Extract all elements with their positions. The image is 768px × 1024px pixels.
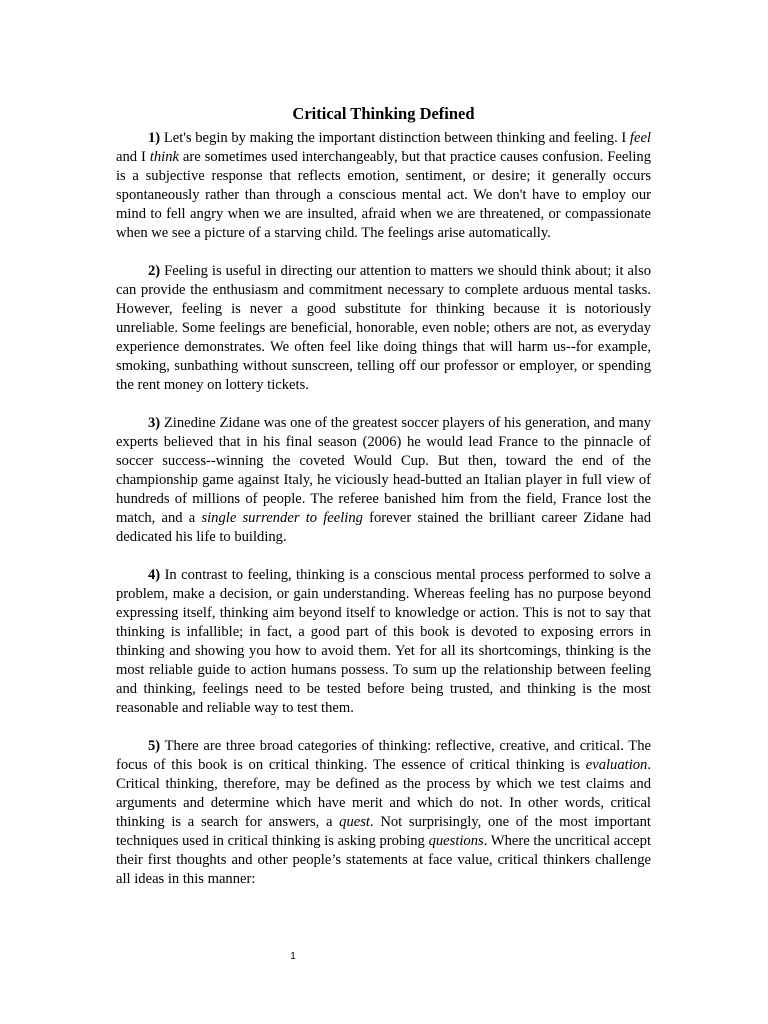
paragraph-text: . Not surprisingly, one of the most important techniques used in critical thinking is asking probing [116, 814, 651, 849]
paragraph-text: . Critical thinking, therefore, may be defined as the process by which we test claims and arguments and determine which have merit and which do not. In other words, critical thinking is a search for answers, a [116, 757, 651, 830]
paragraph-emphasis: think [149, 149, 179, 165]
paragraph-emphasis: feel [629, 130, 651, 146]
paragraph-text: Zinedine Zidane was one of the greatest soccer players of his generation, and many experts believed that in his final season (2006) he would lead France to the pinnacle of soccer success--winning the coveted Would Cup. But then, toward the end of the championship game against Italy, he viciously head-butted an Italian player in full view of hundreds of millions of people. The referee banished him from the field, France lost the match, and a [116, 415, 651, 526]
paragraph-text: Let's begin by making the important distinction between thinking and feeling. I [160, 130, 630, 146]
paragraph-number: 4) [148, 567, 161, 583]
paragraph-4 [116, 566, 651, 718]
document-page [116, 103, 651, 908]
paragraph-number: 3) [148, 415, 161, 431]
paragraph-text: and I [116, 149, 150, 165]
paragraph-text: . Where the uncritical accept their first thoughts and other people’s statements at face value, critical thinkers challenge all ideas in this manner: [116, 833, 651, 887]
paragraph-text: forever stained the brilliant career Zidane had dedicated his life to building. [116, 510, 651, 545]
page-number: 1 [290, 951, 296, 962]
paragraph-number: 1) [148, 130, 161, 146]
paragraph-number: 2) [148, 263, 161, 279]
paragraph-1 [116, 129, 651, 243]
paragraph-emphasis: questions [428, 833, 484, 849]
document-title: Critical Thinking Defined [292, 104, 475, 123]
paragraph-3 [116, 414, 651, 547]
paragraph-5 [116, 737, 651, 889]
paragraph-number: 5) [148, 738, 161, 754]
paragraph-text: In contrast to feeling, thinking is a conscious mental process performed to solve a problem, make a decision, or gain understanding. Whereas feeling has no purpose beyond expressing itself, thinking aim beyond itself to knowledge or action. This is not to say that thinking is infallible; in fact, a good part of this book is devoted to exposing errors in thinking and showing you how to avoid them. Yet for all its shortcomings, thinking is the most reliable guide to action humans possess. To sum up the relationship between feeling and thinking, feelings need to be tested before being trusted, and thinking is the most reasonable and reliable way to test them. [116, 567, 651, 716]
paragraph-emphasis: single surrender to feeling [201, 510, 363, 526]
paragraph-text: are sometimes used interchangeably, but that practice causes confusion. Feeling is a subjective response that reflects emotion, sentiment, or desire; it generally occurs spontaneously rather than through a conscious mental act. We don't have to employ our mind to fell angry when we are insulted, afraid when we are threatened, or compassionate when we see a picture of a starving child. The feelings arise automatically. [116, 149, 652, 241]
paragraph-2 [116, 262, 651, 395]
paragraph-text: There are three broad categories of thinking: reflective, creative, and critical. The focus of this book is on critical thinking. The essence of critical thinking is [116, 738, 651, 773]
paragraph-emphasis: evaluation [585, 757, 648, 773]
paragraph-emphasis: quest [339, 814, 370, 830]
paragraph-text: Feeling is useful in directing our attention to matters we should think about; it also can provide the enthusiasm and commitment necessary to complete arduous mental tasks. However, feeling is never a good substitute for thinking because it is notoriously unreliable. Some feelings are beneficial, honorable, even noble; others are not, as everyday experience demonstrates. We often feel like doing things that will harm us--for example, smoking, sunbathing without sunscreen, telling off our professor or employer, or spending the rent money on lottery tickets. [116, 263, 651, 393]
